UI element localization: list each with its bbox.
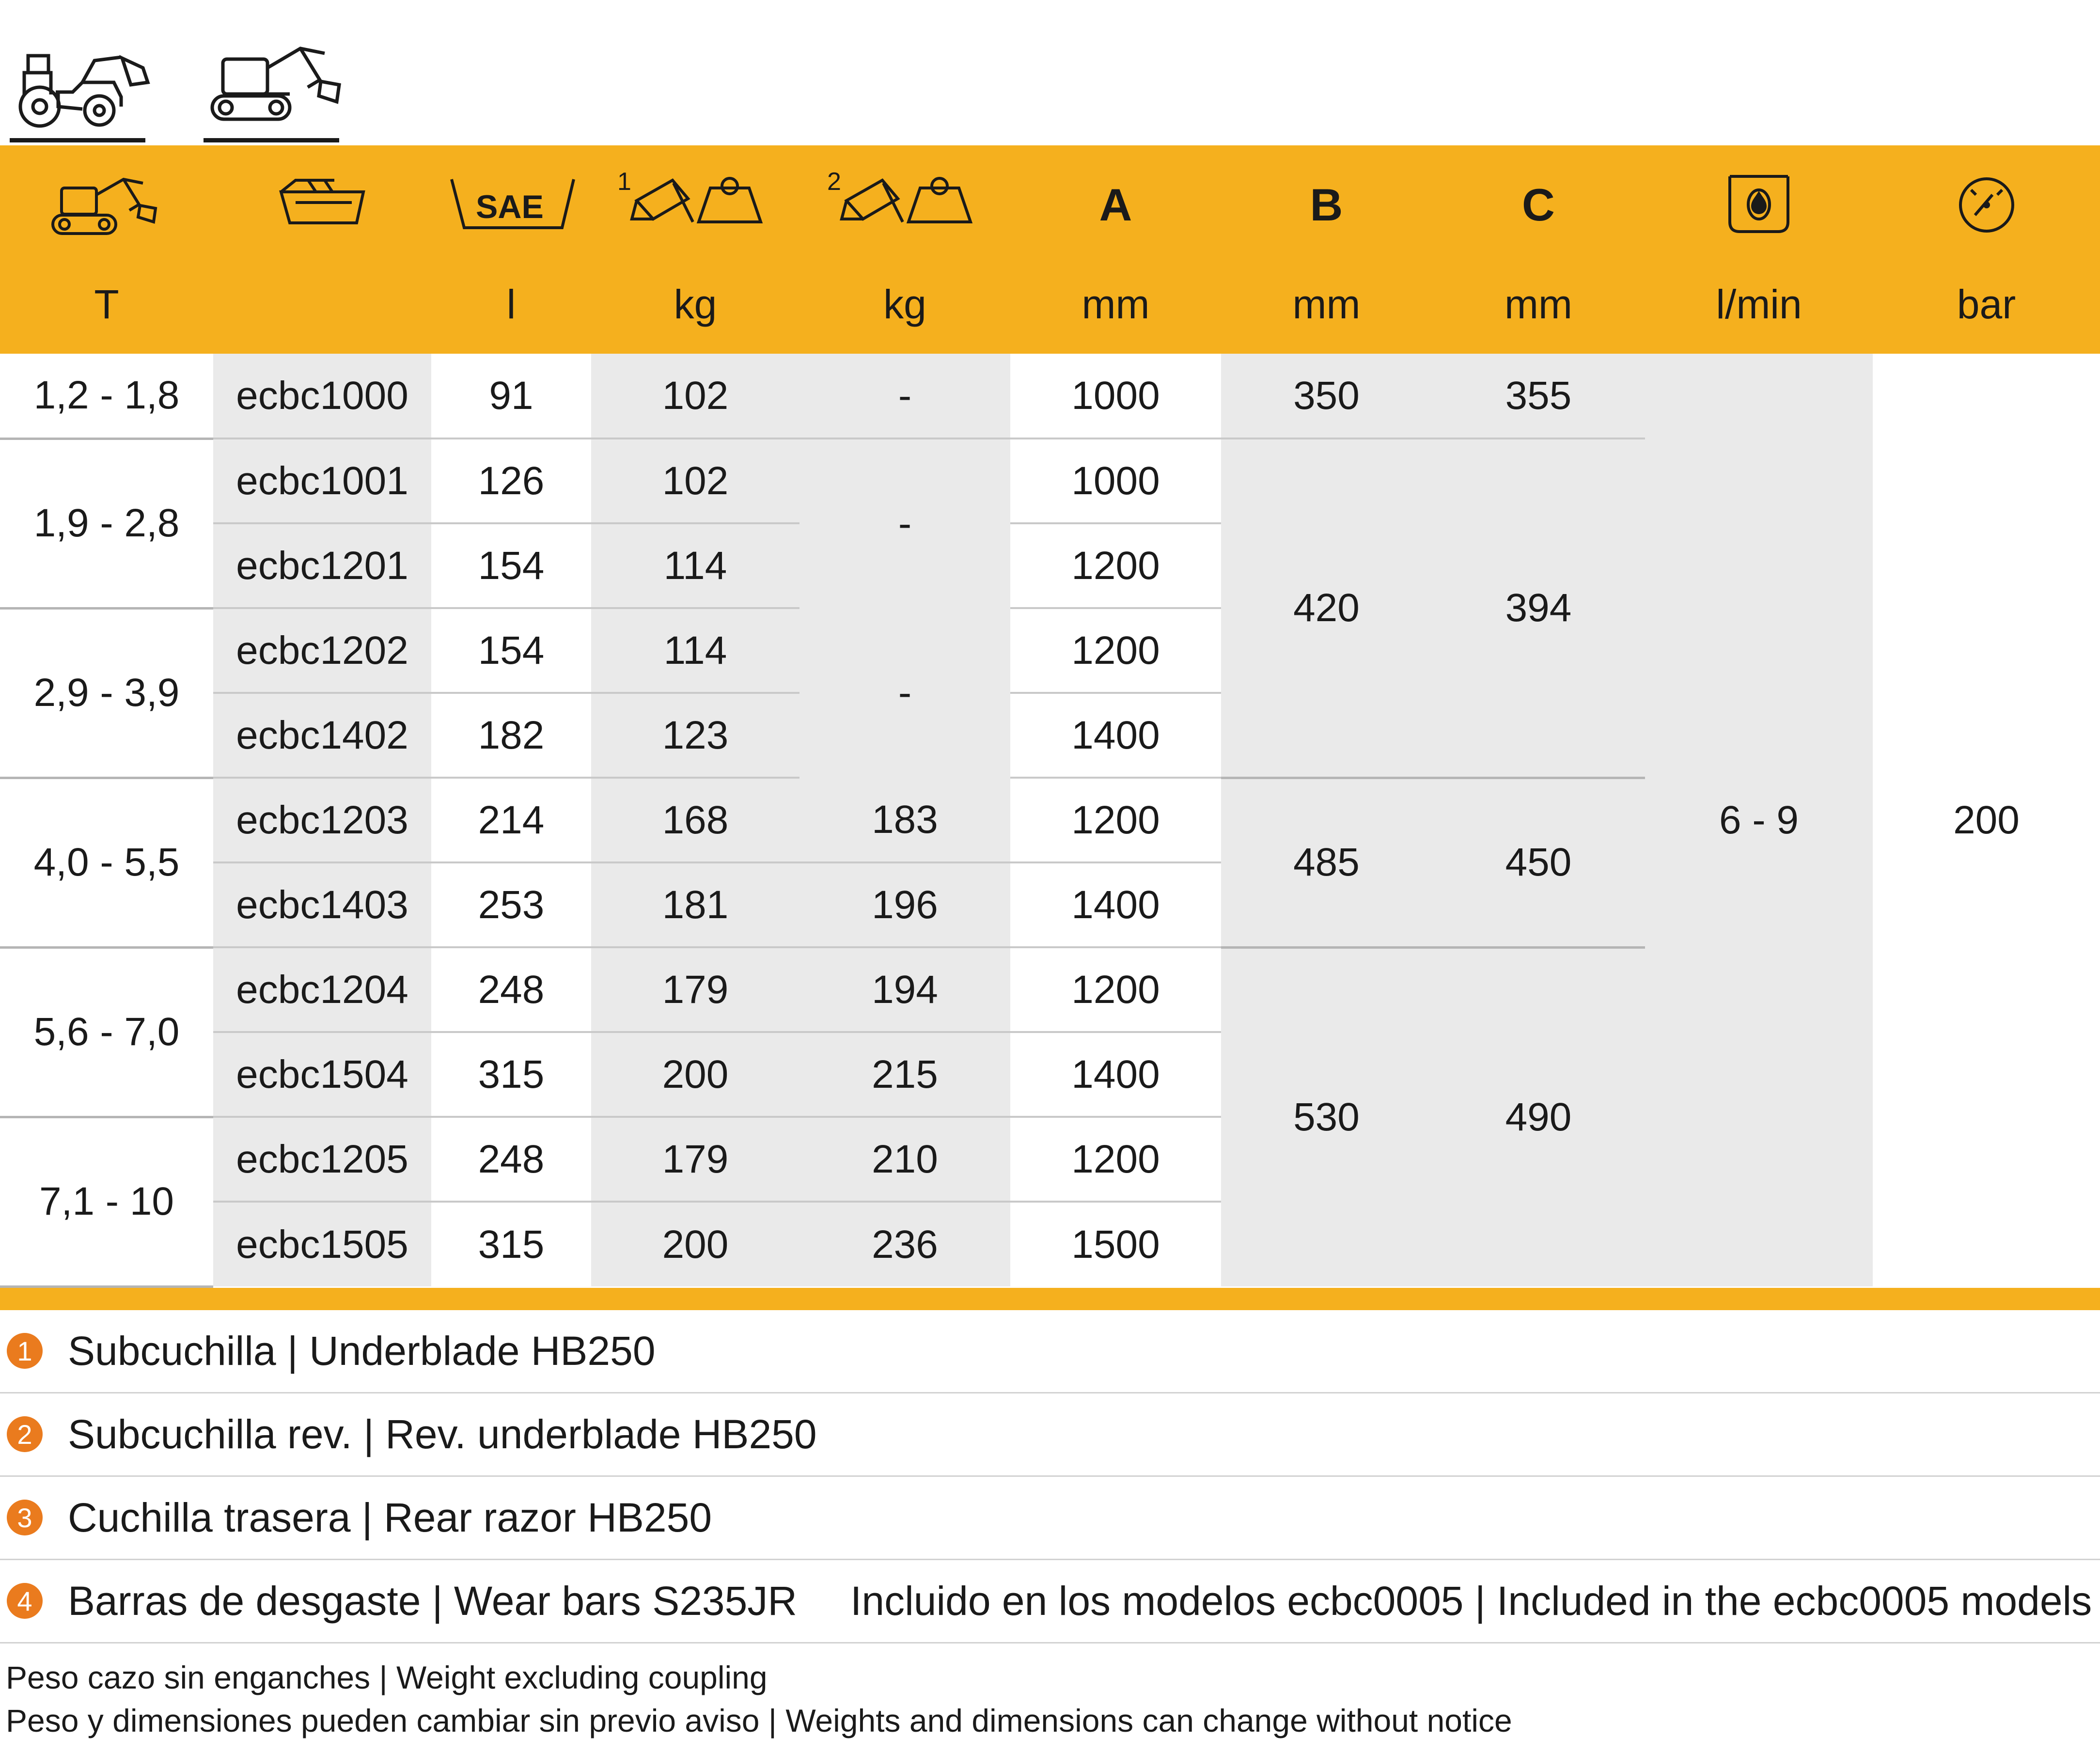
footnote-badge-2: 2: [7, 1416, 43, 1452]
cell-dim-c: 394: [1432, 438, 1645, 778]
cell-model: ecbc1202: [213, 608, 431, 693]
footnote-text-2: Subcuchilla rev. | Rev. underblade HB250: [68, 1411, 817, 1457]
cell-kg1: 179: [591, 947, 799, 1032]
cell-kg2: -: [799, 608, 1010, 778]
header-dimension-c: C: [1432, 145, 1645, 264]
cell-kg1: 168: [591, 778, 799, 862]
cell-sae: 126: [431, 438, 591, 523]
cell-sae: 154: [431, 608, 591, 693]
cell-model: ecbc1505: [213, 1202, 431, 1286]
cell-dim-b: 350: [1221, 354, 1432, 438]
unit-kg1: kg: [591, 264, 799, 354]
unit-flow: l/min: [1645, 264, 1873, 354]
header-pressure-gauge-icon: [1873, 145, 2100, 264]
cell-weight-class: 2,9 - 3,9: [0, 608, 213, 778]
cell-kg2: 183: [799, 778, 1010, 862]
cell-kg1: 200: [591, 1202, 799, 1286]
cell-dim-c: 490: [1432, 947, 1645, 1286]
header-bucket-icon: [213, 145, 431, 264]
icon-underline: [10, 138, 145, 142]
unit-weight: T: [0, 264, 213, 354]
cell-dim-a: 1200: [1010, 608, 1221, 693]
cell-weight-class: 7,1 - 10: [0, 1117, 213, 1286]
cell-dim-c: 355: [1432, 354, 1645, 438]
cell-model: ecbc1205: [213, 1117, 431, 1202]
unit-bar: bar: [1873, 264, 2100, 354]
cell-dim-b: 530: [1221, 947, 1432, 1286]
cell-weight-class: 1,9 - 2,8: [0, 438, 213, 608]
yellow-divider: [0, 1288, 2100, 1310]
cell-kg1: 102: [591, 438, 799, 523]
cell-sae: 248: [431, 947, 591, 1032]
table-row: [0, 354, 2100, 438]
backhoe-loader-icon: [10, 34, 155, 145]
svg-text:1: 1: [617, 168, 631, 196]
cell-dim-a: 1200: [1010, 778, 1221, 862]
cell-weight-class: 4,0 - 5,5: [0, 778, 213, 947]
header-oil-flow-icon: [1645, 145, 1873, 264]
cell-kg2: 236: [799, 1202, 1010, 1286]
machine-type-icons: [0, 0, 2100, 145]
cell-kg1: 114: [591, 608, 799, 693]
header-dimension-a: A: [1010, 145, 1221, 264]
disclaimer-line-2: Peso y dimensiones pueden cambiar sin previo aviso | Weights and dimensions can change without notice: [6, 1702, 1512, 1738]
cell-dim-a: 1200: [1010, 947, 1221, 1032]
cell-sae: 315: [431, 1202, 591, 1286]
cell-sae: 248: [431, 1117, 591, 1202]
unit-model: [213, 264, 431, 354]
cell-kg2: 215: [799, 1032, 1010, 1117]
cell-pressure: 200: [1873, 354, 2100, 1286]
cell-dim-a: 1400: [1010, 1032, 1221, 1117]
cell-dim-a: 1400: [1010, 862, 1221, 947]
cell-model: ecbc1001: [213, 438, 431, 523]
list-item: [0, 1310, 2100, 1393]
cell-dim-a: 1200: [1010, 1117, 1221, 1202]
footnote-list: [0, 1310, 2100, 1643]
unit-a: mm: [1010, 264, 1221, 354]
cell-model: ecbc1204: [213, 947, 431, 1032]
list-item: [0, 1393, 2100, 1477]
svg-text:SAE: SAE: [476, 188, 544, 225]
footnote-badge-4: 4: [7, 1583, 43, 1619]
cell-kg1: 114: [591, 523, 799, 608]
list-item: [0, 1560, 2100, 1643]
cell-model: ecbc1203: [213, 778, 431, 862]
cell-kg1: 179: [591, 1117, 799, 1202]
cell-dim-a: 1500: [1010, 1202, 1221, 1286]
cell-sae: 315: [431, 1032, 591, 1117]
unit-sae: l: [431, 264, 591, 354]
header-machine-weight-icon: [0, 145, 213, 264]
table-header-icons: [0, 145, 2100, 264]
cell-kg2: 194: [799, 947, 1010, 1032]
cell-dim-a: 1400: [1010, 693, 1221, 778]
header-sae-capacity-icon: [431, 145, 591, 264]
cell-dim-a: 1000: [1010, 354, 1221, 438]
footnote-badge-3: 3: [7, 1500, 43, 1535]
footnote-badge-1: 1: [7, 1333, 43, 1369]
icon-underline: [204, 138, 339, 142]
header-underblade-weight-icon-2: [799, 145, 1010, 264]
cell-kg2: 210: [799, 1117, 1010, 1202]
cell-kg2: -: [799, 438, 1010, 608]
footnote-text-1: Subcuchilla | Underblade HB250: [68, 1328, 656, 1374]
cell-oil-flow: 6 - 9: [1645, 354, 1873, 1286]
cell-weight-class: 1,2 - 1,8: [0, 354, 213, 438]
cell-sae: 214: [431, 778, 591, 862]
header-underblade-weight-icon-1: [591, 145, 799, 264]
cell-dim-c: 450: [1432, 778, 1645, 947]
list-item: [0, 1477, 2100, 1560]
unit-kg2: kg: [799, 264, 1010, 354]
unit-b: mm: [1221, 264, 1432, 354]
cell-kg2: -: [799, 354, 1010, 438]
cell-kg1: 102: [591, 354, 799, 438]
cell-weight-class: 5,6 - 7,0: [0, 947, 213, 1117]
disclaimer-block: [0, 1643, 2100, 1742]
cell-model: ecbc1402: [213, 693, 431, 778]
cell-dim-b: 420: [1221, 438, 1432, 778]
cell-kg2: 196: [799, 862, 1010, 947]
unit-c: mm: [1432, 264, 1645, 354]
cell-kg1: 123: [591, 693, 799, 778]
cell-dim-b: 485: [1221, 778, 1432, 947]
table-header-units: [0, 264, 2100, 354]
specification-table: [0, 145, 2100, 1288]
cell-dim-a: 1200: [1010, 523, 1221, 608]
disclaimer-line-1: Peso cazo sin enganches | Weight excluding coupling: [6, 1659, 768, 1695]
cell-model: ecbc1000: [213, 354, 431, 438]
cell-kg1: 181: [591, 862, 799, 947]
footnote-text-3: Cuchilla trasera | Rear razor HB250: [68, 1494, 712, 1540]
cell-model: ecbc1201: [213, 523, 431, 608]
header-dimension-b: B: [1221, 145, 1432, 264]
footnote-text-4: Barras de desgaste | Wear bars S235JR: [68, 1578, 798, 1624]
cell-kg1: 200: [591, 1032, 799, 1117]
svg-text:2: 2: [827, 168, 841, 196]
cell-model: ecbc1504: [213, 1032, 431, 1117]
cell-model: ecbc1403: [213, 862, 431, 947]
cell-dim-a: 1000: [1010, 438, 1221, 523]
cell-sae: 154: [431, 523, 591, 608]
cell-sae: 91: [431, 354, 591, 438]
footnote-extra-4: Incluido en los modelos ecbc0005 | Included in the ecbc0005 models: [850, 1578, 2092, 1624]
cell-sae: 253: [431, 862, 591, 947]
mini-excavator-icon: [204, 34, 349, 145]
cell-sae: 182: [431, 693, 591, 778]
